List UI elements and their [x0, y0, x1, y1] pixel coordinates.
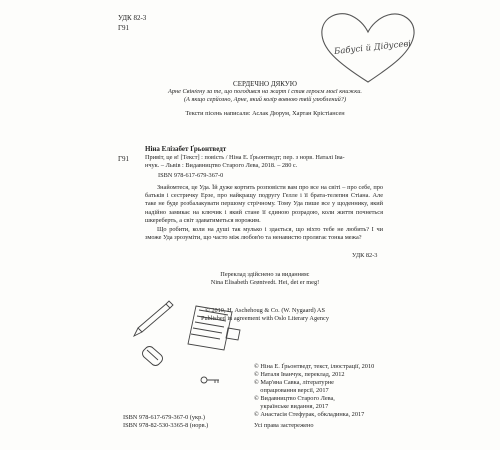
copyright-line: © Анастасія Стефурак, обкладинка, 2017 — [254, 411, 365, 418]
copyright-line: © Ніна Е. Ґрьонтведт, текст, ілюстрації, 2010 — [254, 363, 375, 370]
thanks-line-2: (А якщо серйозно, Арне, який колір вовною твій улюблений?) — [183, 96, 347, 103]
annotation-paragraph-2: Що робити, коли на душі так мулько і здається, що ніхто тебе не любить? І чи зможе Уда зрозуміти, що часто між любов'ю та ненавистю пролягає тонка межа? — [145, 226, 383, 242]
biblio-code: Г91 — [118, 155, 130, 163]
copyright-line: українське видання, 2017 — [254, 403, 329, 410]
isbn-line: ISBN 978-82-530-3365-8 (норв.) — [123, 422, 209, 429]
biblio-author: Ніна Елізабет Ґрьонтведт — [145, 145, 227, 153]
isbn-line: ISBN 978-617-679-367-0 (укр.) — [123, 414, 205, 421]
rights-line-1: © 2010, H. Aschehoug & Co. (W. Nygaard) AS — [205, 307, 325, 314]
lyrics-credit: Тексти пісень написали: Аслак Дюрум, Хартан Крістіансен — [185, 110, 345, 117]
top-udk: УДК 82-3 — [118, 14, 147, 22]
biblio-line-1: Привіт, це я! [Текст] : повість / Ніна Е. Ґрьонтведт; пер. з норв. Наталі Іва- — [145, 154, 345, 161]
biblio-isbn: ISBN 978-617-679-367-0 — [158, 172, 224, 179]
biblio-line-2: нчук. – Львів : Видавництво Старого Лева, 2018. – 280 с. — [145, 162, 298, 169]
copyright-line: © Наталя Іванчук, переклад, 2012 — [254, 371, 345, 378]
copyright-line: © Мар'яна Савка, літературне — [254, 379, 334, 386]
biblio-udk: УДК 82-3 — [352, 252, 378, 259]
thanks-heading: СЕРДЕЧНО ДЯКУЮ — [233, 80, 297, 88]
thanks-line-1: Арне Свінґену за те, що погодився на жарт і став героєм моєї книжки. — [168, 88, 362, 95]
rights-line-2: Published in agreement with Oslo Literary Agency — [200, 315, 329, 322]
annotation-paragraph-1: Знайомтеся, це Уда. Їй дуже кортить розповісти вам про все на світі – про себе, про батьків і сестричку Ерзе, про найкращу подругу Гелле і її брата-телепня Стіана. Але таке не буде розбалакувати першому стрічному. Тому Уда пише все у щоденнику, який надійно замикає на ключик і який стане її єдиною розрадою, коли життя почнеться шкереберть, а світ здаватиметься ворожим. — [145, 184, 383, 224]
notebook-pencil-illustration — [124, 298, 249, 408]
heart-label: Бабусі й Дідусеві — [333, 38, 412, 58]
copyright-list — [254, 363, 374, 419]
top-code: Г91 — [118, 24, 130, 32]
rights-reserved: Усі права застережено — [254, 422, 314, 429]
translation-line-2: Nina Elisabeth Grøntvedt. Hei, det er meg! — [210, 279, 320, 286]
isbn-list — [123, 414, 208, 430]
copyright-line: опрацювання версії, 2017 — [254, 387, 329, 394]
translation-line-1: Переклад здійснено за виданням: — [220, 271, 310, 278]
copyright-line: © Видавництво Старого Лева, — [254, 395, 335, 402]
